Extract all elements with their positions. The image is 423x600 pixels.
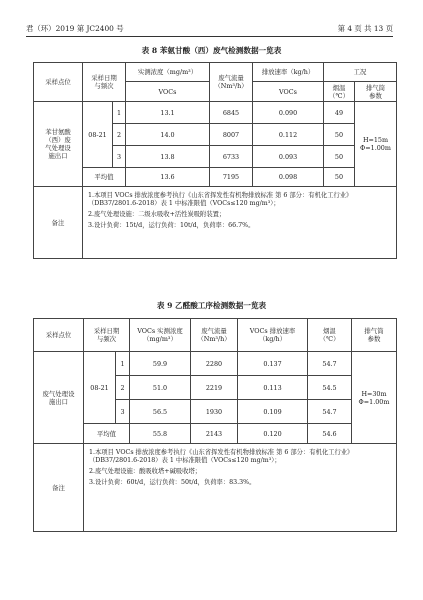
flow-value: 8007 [210,124,253,146]
sample-index: 1 [113,102,126,124]
sample-location: 废气处理设 施出口 [34,352,84,444]
avg-rate-value: 0.120 [238,424,308,444]
table8 [33,62,397,259]
table8-header-row [34,63,397,82]
average-row [34,424,397,444]
avg-conc-value: 13.6 [126,168,210,187]
avg-temp-value: 54.6 [308,424,352,444]
note-line: 3.设计负荷：15t/d，运行负荷：10t/d，负荷率：66.7%。 [88,221,255,229]
header-condition: 工况 [324,63,397,82]
table9-caption: 表 9 乙醛酸工序检测数据一览表 [156,301,267,310]
table9-header-row [34,319,397,352]
conc-value: 13.8 [126,146,210,168]
header-date-freq: 采样日期 与频次 [84,319,130,352]
temp-value: 54.5 [308,376,352,400]
rate-value: 0.090 [253,102,324,124]
stack-params-value: H=30m Φ=1.00m [352,352,397,444]
header-conc-vocs: VOCs [126,82,210,102]
conc-value: 56.5 [130,400,191,424]
flow-value: 2280 [191,352,238,376]
sample-index: 3 [113,146,126,168]
notes-content [83,187,397,259]
avg-flow-value: 2143 [191,424,238,444]
notes-row [34,444,397,532]
sample-location: 苯甘氨酸 （西）废 气处理设 施出口 [34,102,83,187]
flow-value: 2219 [191,376,238,400]
header-stack-params: 排气筒 参数 [352,319,397,352]
sample-index: 1 [116,352,130,376]
conc-value: 51.0 [130,376,191,400]
temp-value: 54.7 [308,400,352,424]
temp-value: 54.7 [308,352,352,376]
sample-index: 2 [113,124,126,146]
avg-rate-value: 0.098 [253,168,324,187]
report-number: 君（环）2019 第 JC2400 号 [26,24,124,33]
conc-value: 59.9 [130,352,191,376]
note-line: 3.设计负荷：60t/d，运行负荷：50t/d，负荷率：83.3%。 [89,478,256,486]
header-emission-rate: VOCs 排放速率 （kg/h） [238,319,308,352]
rate-value: 0.112 [253,124,324,146]
header-stack-params: 排气筒 参数 [355,82,397,102]
page-number: 第 4 页 共 13 页 [337,24,393,33]
flow-value: 6733 [210,146,253,168]
header-sample-point: 采样点位 [34,319,84,352]
temp-value: 49 [324,102,355,124]
header-concentration: VOCs 实测浓度 （mg/m³） [130,319,191,352]
header-flow: 废气流量 （Nm³/h） [191,319,238,352]
header-concentration: 实测浓度（mg/m³） [126,63,210,82]
avg-temp-value: 50 [324,168,355,187]
header-temperature: 烟温 （℃） [308,319,352,352]
temp-value: 50 [324,146,355,168]
rate-value: 0.137 [238,352,308,376]
avg-conc-value: 55.8 [130,424,191,444]
header-temperature: 烟温 （℃） [324,82,355,102]
table9 [33,318,397,532]
header-date-freq: 采样日期 与频次 [83,63,126,102]
table-row [34,352,397,376]
average-label: 平均值 [84,424,130,444]
conc-value: 13.1 [126,102,210,124]
header-flow: 废气流量 （Nm³/h） [210,63,253,102]
temp-value: 50 [324,124,355,146]
sample-date: 08-21 [84,352,116,424]
stack-params-value: H=15m Φ=1.00m [355,102,397,187]
table8-caption: 表 8 苯氨甘酸（西）废气检测数据一览表 [141,46,282,55]
rate-value: 0.109 [238,400,308,424]
notes-content [84,444,397,532]
flow-value: 6845 [210,102,253,124]
note-line: 2.废气处理设施：二级水吸收+活性炭吸附装置； [88,210,226,218]
page-header [26,20,393,37]
table-row [34,102,397,124]
average-row [34,168,397,187]
header-emission-rate: 排放速率（kg/h） [253,63,324,82]
avg-flow-value: 7195 [210,168,253,187]
header-rate-vocs: VOCs [253,82,324,102]
sample-date: 08-21 [83,102,113,168]
sample-index: 2 [116,376,130,400]
rate-value: 0.113 [238,376,308,400]
note-line: 1.本项目 VOCs 排放浓度参考执行《山东省挥发性有机物排放标准 第 6 部分：有机化工行业》（DB37/2801.6-2018）表 1 中标准限值（VOCs≤120 mg/m³）； [88,192,353,207]
conc-value: 14.0 [126,124,210,146]
rate-value: 0.093 [253,146,324,168]
sample-index: 3 [116,400,130,424]
note-line: 2.废气处理设施：酸吸收塔+碱吸收塔； [89,467,202,475]
notes-label: 备注 [34,444,84,532]
notes-label: 备注 [34,187,83,259]
header-sample-point: 采样点位 [34,63,83,102]
flow-value: 1930 [191,400,238,424]
average-label: 平均值 [83,168,126,187]
notes-row [34,187,397,259]
note-line: 1.本项目 VOCs 排放浓度参考执行《山东省挥发性有机物排放标准 第 6 部分：有机化工行业》（DB37/2801.6-2018）表 1 中标准限值（VOCs≤120 mg/m³）； [89,449,354,464]
